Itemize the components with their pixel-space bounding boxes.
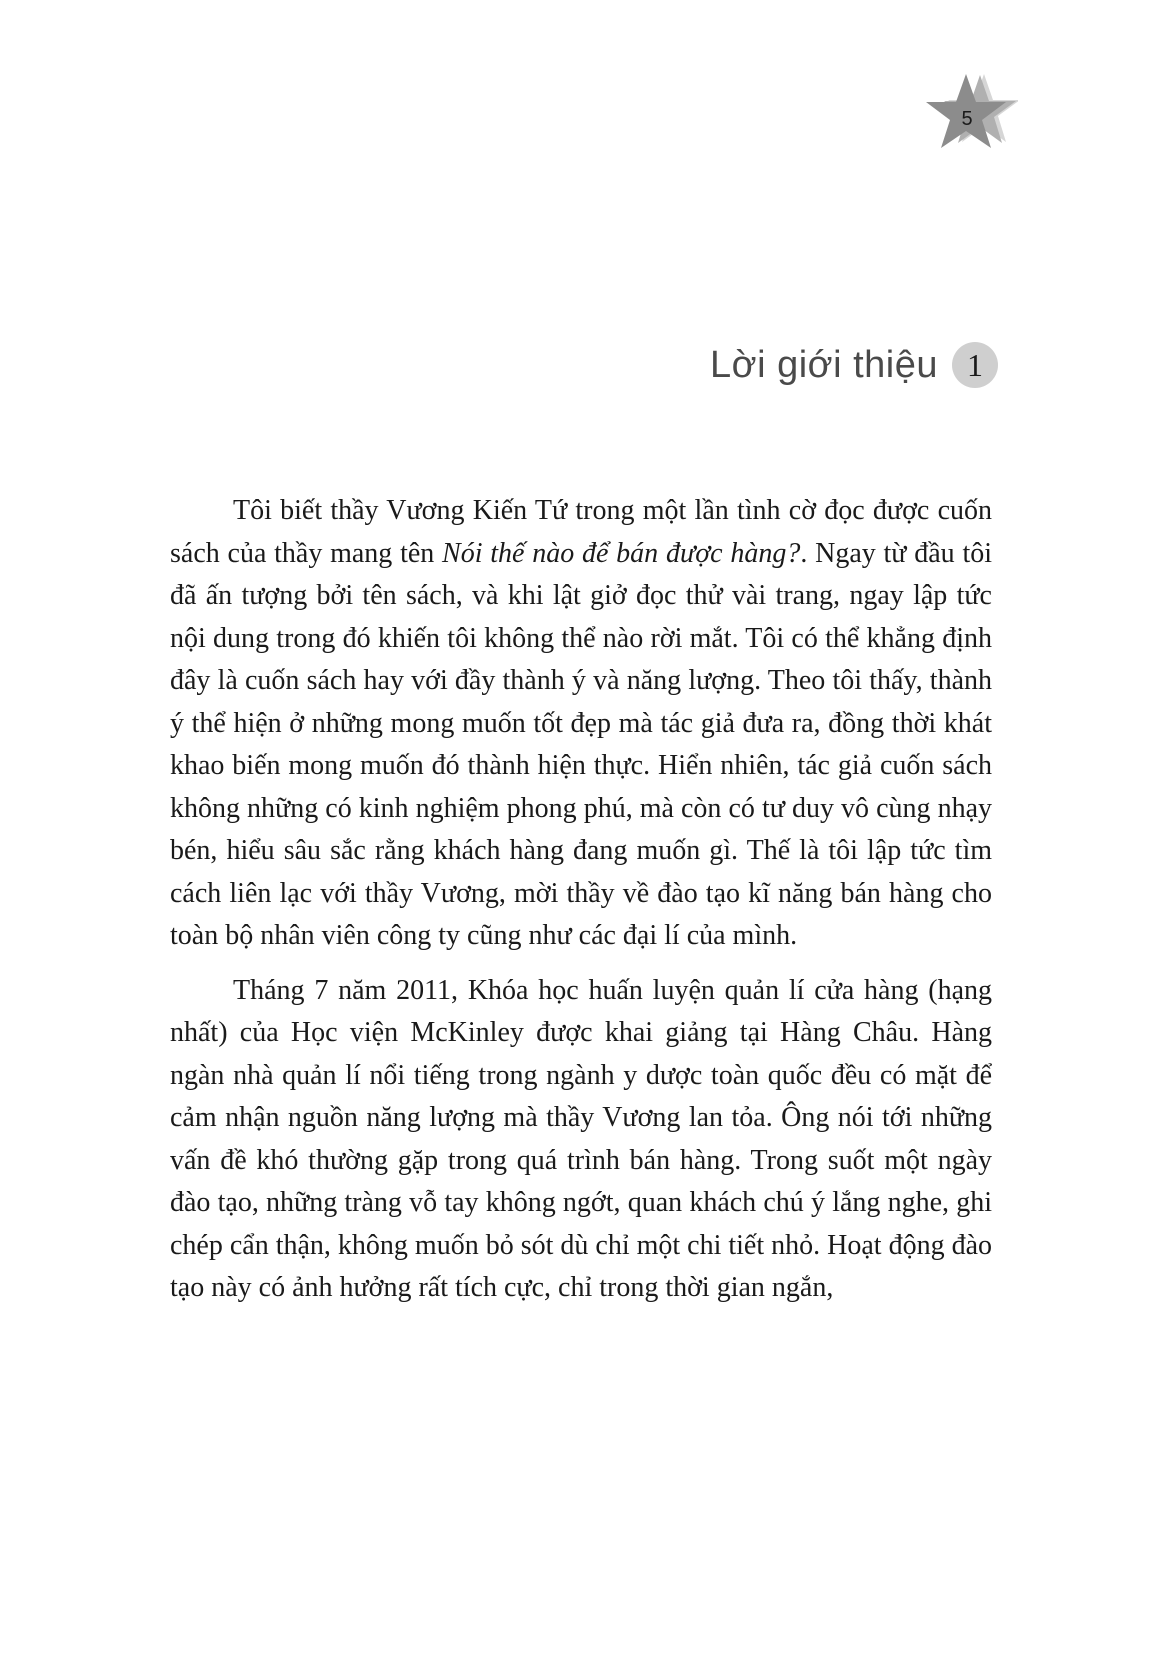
chapter-title: Lời giới thiệu <box>710 343 938 386</box>
paragraph <box>170 490 992 958</box>
book-title: Nói thế nào để bán được hàng? <box>442 537 801 569</box>
paragraph-text: . Ngay từ đầu tôi đã ấn tượng bởi tên sách, và khi lật giở đọc thử vài trang, ngay lập tức nội dung trong đó khiến tôi không thể nào rời mắt. Tôi có thể khẳng định đây là cuốn sách hay với đầy thành ý và năng lượng. Theo tôi thấy, thành ý thể hiện ở những mong muốn tốt đẹp mà tác giả đưa ra, đồng thời khát khao biến mong muốn đó thành hiện thực. Hiển nhiên, tác giả cuốn sách không những có kinh nghiệm phong phú, mà còn có tư duy vô cùng nhạy bén, hiểu sâu sắc rằng khách hàng đang muốn gì. Thế là tôi lập tức tìm cách liên lạc với thầy Vương, mời thầy về đào tạo kĩ năng bán hàng cho toàn bộ nhân viên công ty cũng như các đại lí của mình. <box>170 537 992 951</box>
paragraph-text: Tôi biết thầy Vương Kiến Tứ trong một lần tình cờ đọc được cuốn sách của thầy mang tên <box>170 495 992 569</box>
chapter-number-badge: 1 <box>952 342 998 388</box>
page-number: 5 <box>961 108 973 130</box>
paragraph: Tháng 7 năm 2011, Khóa học huấn luyện quản lí cửa hàng (hạng nhất) của Học viện McKinley được khai giảng tại Hàng Châu. Hàng ngàn nhà quản lí nổi tiếng trong ngành y dược toàn quốc đều có mặt để cảm nhận nguồn năng lượng mà thầy Vương lan tỏa. Ông nói tới những vấn đề khó thường gặp trong quá trình bán hàng. Trong suốt một ngày đào tạo, những tràng vỗ tay không ngớt, quan khách chú ý lắng nghe, ghi chép cẩn thận, không muốn bỏ sót dù chỉ một chi tiết nhỏ. Hoạt động đào tạo này có ảnh hưởng rất tích cực, chỉ trong thời gian ngắn, <box>170 974 992 1303</box>
body-text <box>170 490 992 1322</box>
chapter-heading <box>710 342 998 388</box>
